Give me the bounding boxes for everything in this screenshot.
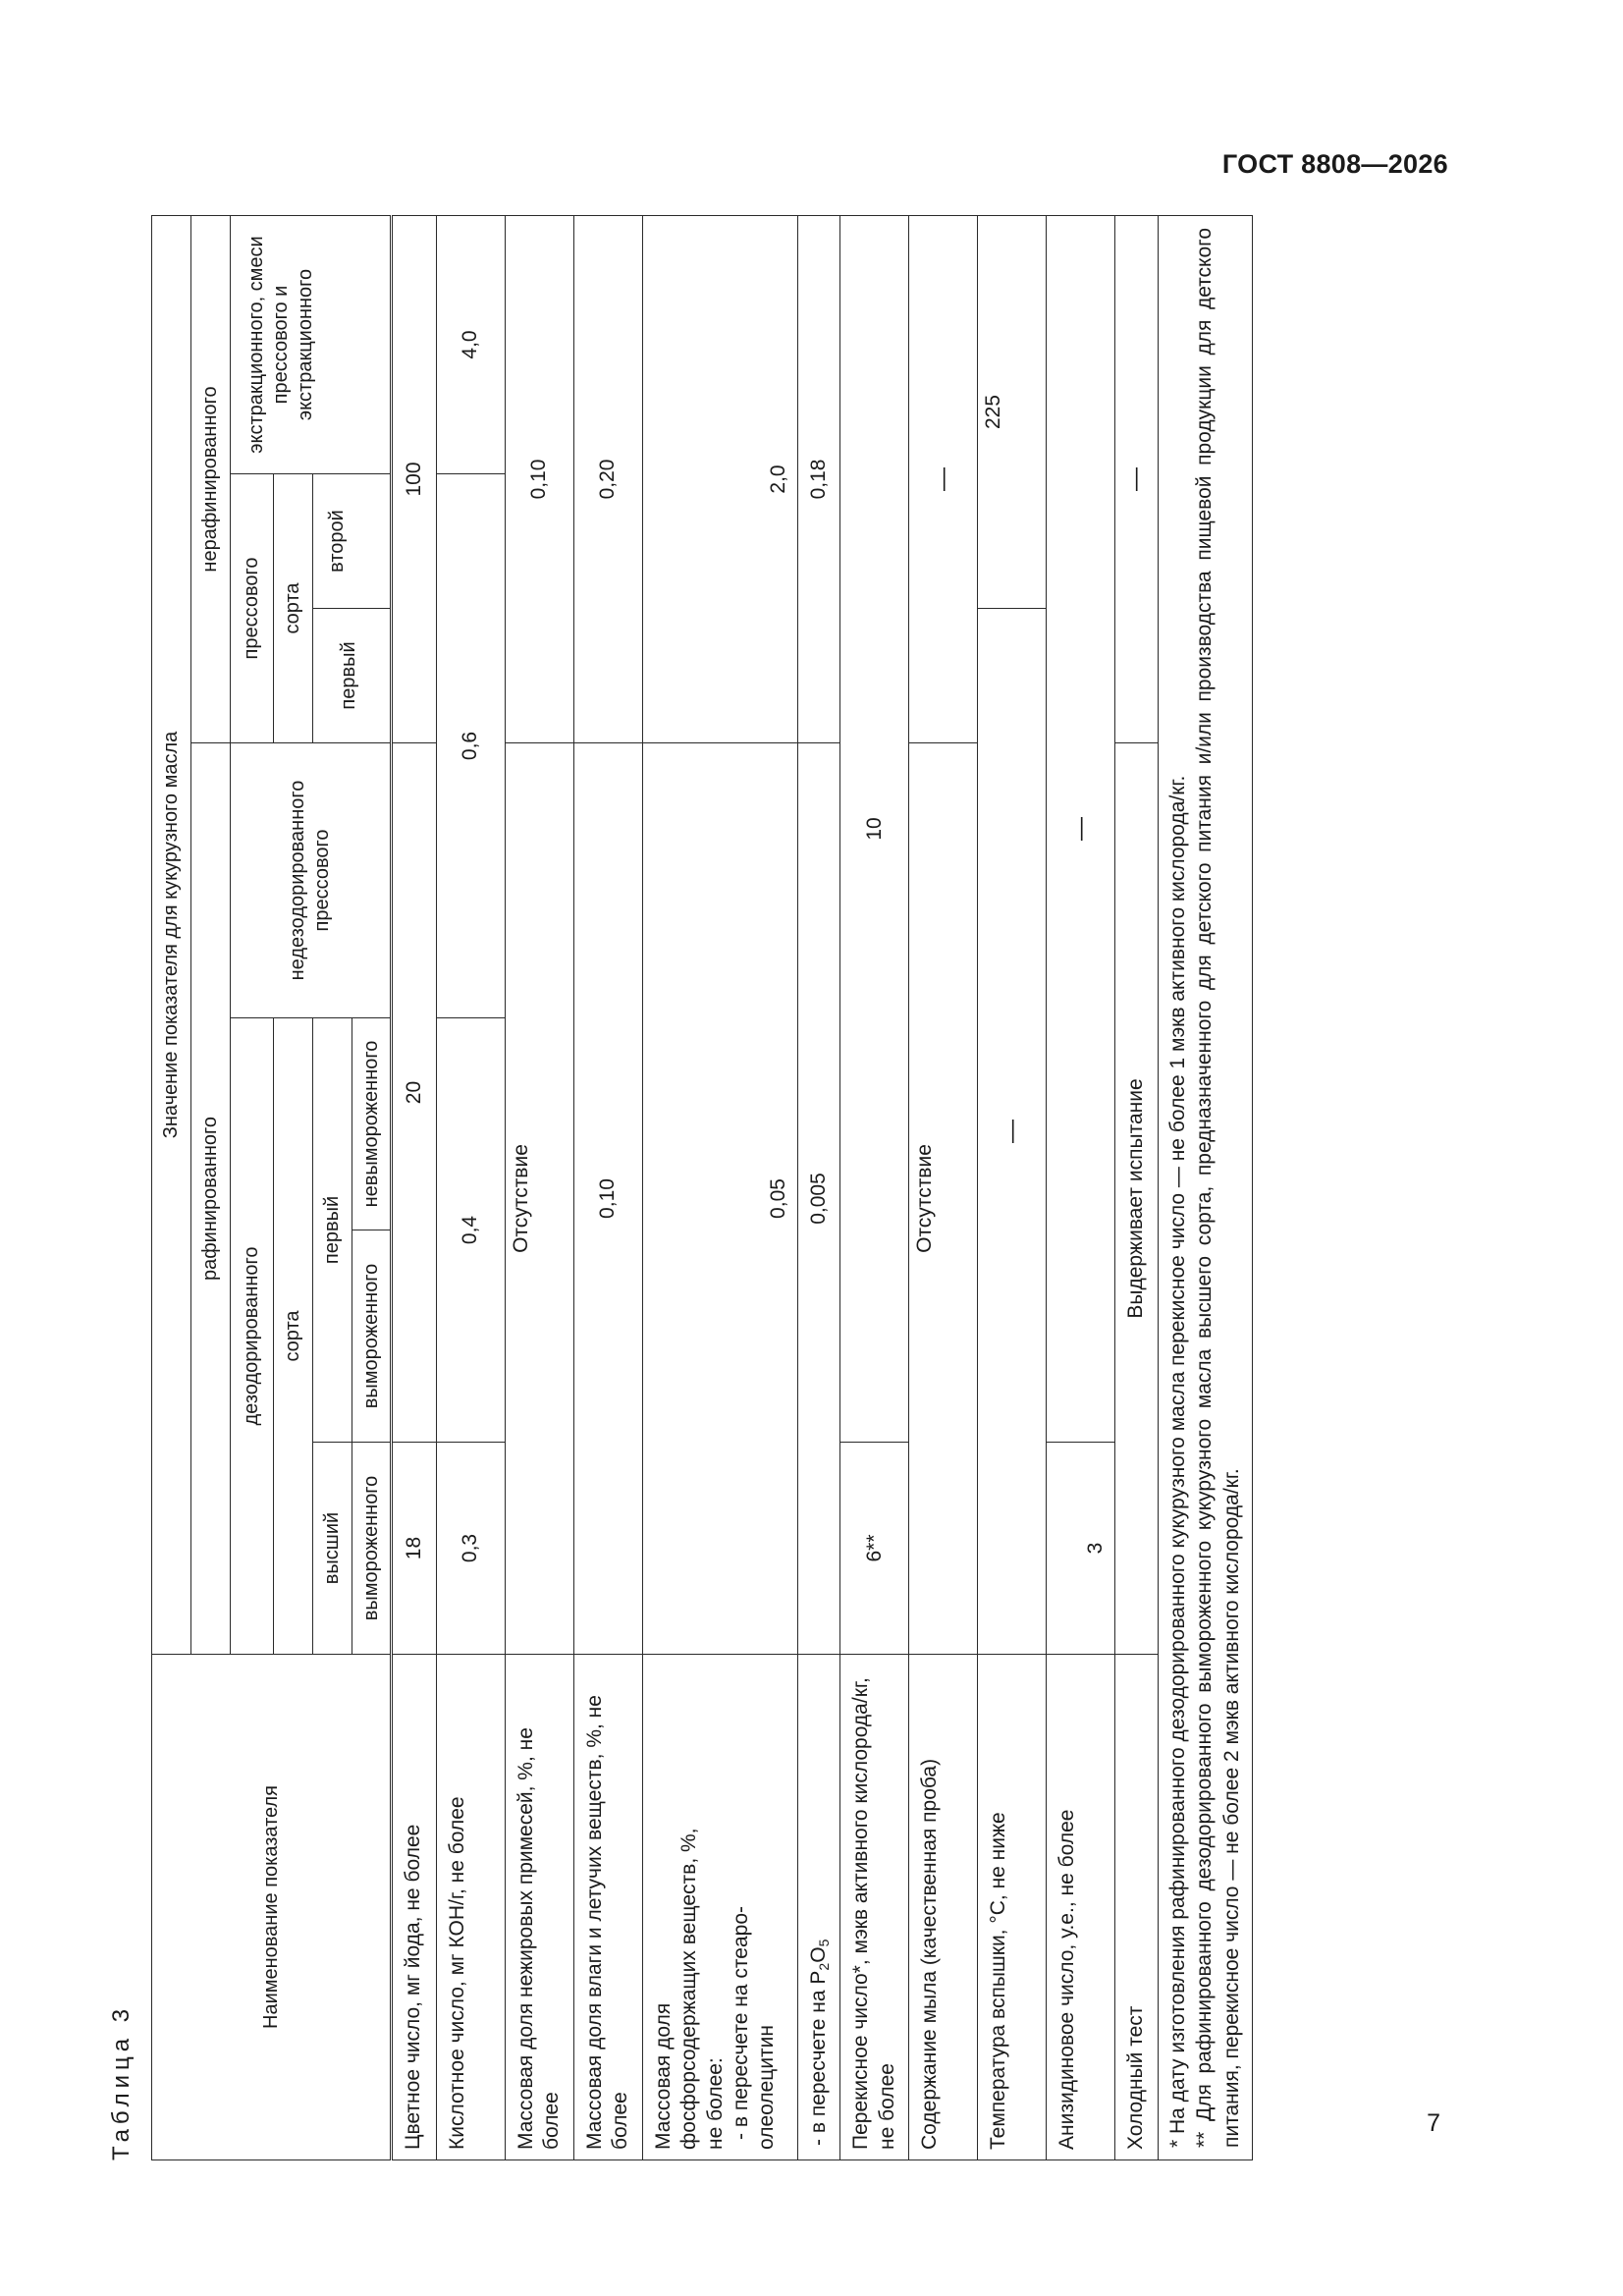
page-number: 7 [1427,2109,1440,2137]
cell-value: — [978,609,1047,1655]
p2o5-sub: 2 [816,1962,832,1971]
table-notes [1158,215,1252,2159]
cell-value: 0,10 [574,743,643,1655]
rotated-table-area [108,216,1502,2160]
p2o5-prefix: - в пересчете на Р [807,1970,830,2146]
table-row [798,215,840,2159]
row-name-flash: Температура вспышки, °С, не ниже [978,1655,1047,2160]
table-row [1047,215,1115,2159]
cell-value: 0,05 [643,743,798,1655]
table-row [506,215,574,2159]
row-name-anisidine: Анизидиновое число, у.е., не более [1047,1655,1115,2160]
cell-value: — [1115,215,1158,742]
p2o5-mid: О [807,1946,830,1963]
cell-value: 20 [392,743,437,1443]
cell-value: 18 [392,1443,437,1655]
phos-line: не более: [703,2057,727,2150]
grade-pressed-header: сорта [274,474,313,743]
row-name-peroxide: Перекисное число*, мэкв активного кислорода/кг, не более [840,1655,909,2160]
cell-value: 6** [840,1443,909,1655]
highest-grade-header: высший [313,1443,352,1655]
second-pressed-header: второй [313,474,392,609]
row-name-moisture: Массовая доля влаги и летучих веществ, %, не более [574,1655,643,2160]
footnote-2: ** Для рафинированного дезодорированного вымороженного кукурузного масла высшего сорта, предназначенного для детского питания и/или производства пищевой продукции для детского питания, перекисное число — не более 2 мэкв активного кислорода/кг. [1193,227,1243,2148]
row-name-soap: Содержание мыла (качественная проба) [909,1655,978,2160]
phos-line: фосфорсодержащих веществ, %, [677,1828,701,2150]
notes-row [1158,215,1252,2159]
table-row [840,215,909,2159]
cell-value: 3 [1047,1443,1115,1655]
cell-value: Отсутствие [506,743,574,1655]
extraction-header: экстракционного, смеси прессового и экстракционного [231,215,392,473]
cell-value: 2,0 [643,215,798,742]
phos-line: - в пересчете на стеаро- [729,1905,752,2140]
cell-value: — [1047,215,1115,1442]
cell-value: Отсутствие [909,743,978,1655]
unrefined-header: нерафинированного [191,215,231,742]
cell-value: 10 [840,215,909,1442]
cell-value: 0,20 [574,215,643,742]
table-row [978,215,1047,2159]
row-name-phos-p2o5 [798,1655,840,2160]
deodorized-header: дезодорированного [231,1018,274,1655]
frozen-highest-header: вымороженного [352,1443,392,1655]
table-row [392,215,437,2159]
cell-value: 0,4 [437,1018,506,1443]
row-name-acid: Кислотное число, мг КОН/г, не более [437,1655,506,2160]
row-name-nonfat: Массовая доля нежировых примесей, %, не более [506,1655,574,2160]
col-name-header: Наименование показателя [152,1655,392,2160]
phos-line: Массовая доля [652,2002,675,2150]
table-caption: Таблица 3 [108,2003,135,2160]
table-row [643,215,798,2159]
refined-header: рафинированного [191,743,231,1655]
header-row-1 [152,215,191,2159]
table-3 [151,215,1253,2160]
standard-number: ГОСТ 8808—2026 [1221,149,1448,179]
cell-value: Выдерживает испытание [1115,743,1158,1655]
cell-value: 0,3 [437,1443,506,1655]
row-name-cold-test: Холодный тест [1115,1655,1158,2160]
cell-value: 0,10 [506,215,574,742]
cell-value: 4,0 [437,215,506,473]
cell-value: — [909,215,978,742]
table-row [909,215,978,2159]
unfrozen-first-header: невымороженного [352,1018,392,1230]
phos-line: олеолецитин [755,2024,778,2150]
pressed-header: прессового [231,474,274,743]
col-values-header: Значение показателя для кукурузного масла [152,215,191,1654]
first-grade-header: первый [313,1018,352,1443]
table-row [574,215,643,2159]
cell-value: 0,18 [798,215,840,742]
frozen-first-header: вымороженного [352,1230,392,1443]
footnote-1: * На дату изготовления рафинированного дезодорированного кукурузного масла перекисное число — не более 1 мэкв активного кислорода/кг. [1165,775,1189,2148]
non-deodorized-header: недезодорированного прессового [231,743,392,1018]
row-name-color: Цветное число, мг йода, не более [392,1655,437,2160]
table-row [437,215,506,2159]
table-row [1115,215,1158,2159]
p2o5-sub: 5 [816,1939,832,1947]
first-pressed-header: первый [313,609,392,743]
row-name-phosphorus [643,1655,798,2160]
cell-value: 225 [978,215,1047,608]
cell-value: 0,005 [798,743,840,1655]
cell-value: 100 [392,215,437,742]
grade-header: сорта [274,1018,313,1655]
cell-value: 0,6 [437,474,506,1018]
